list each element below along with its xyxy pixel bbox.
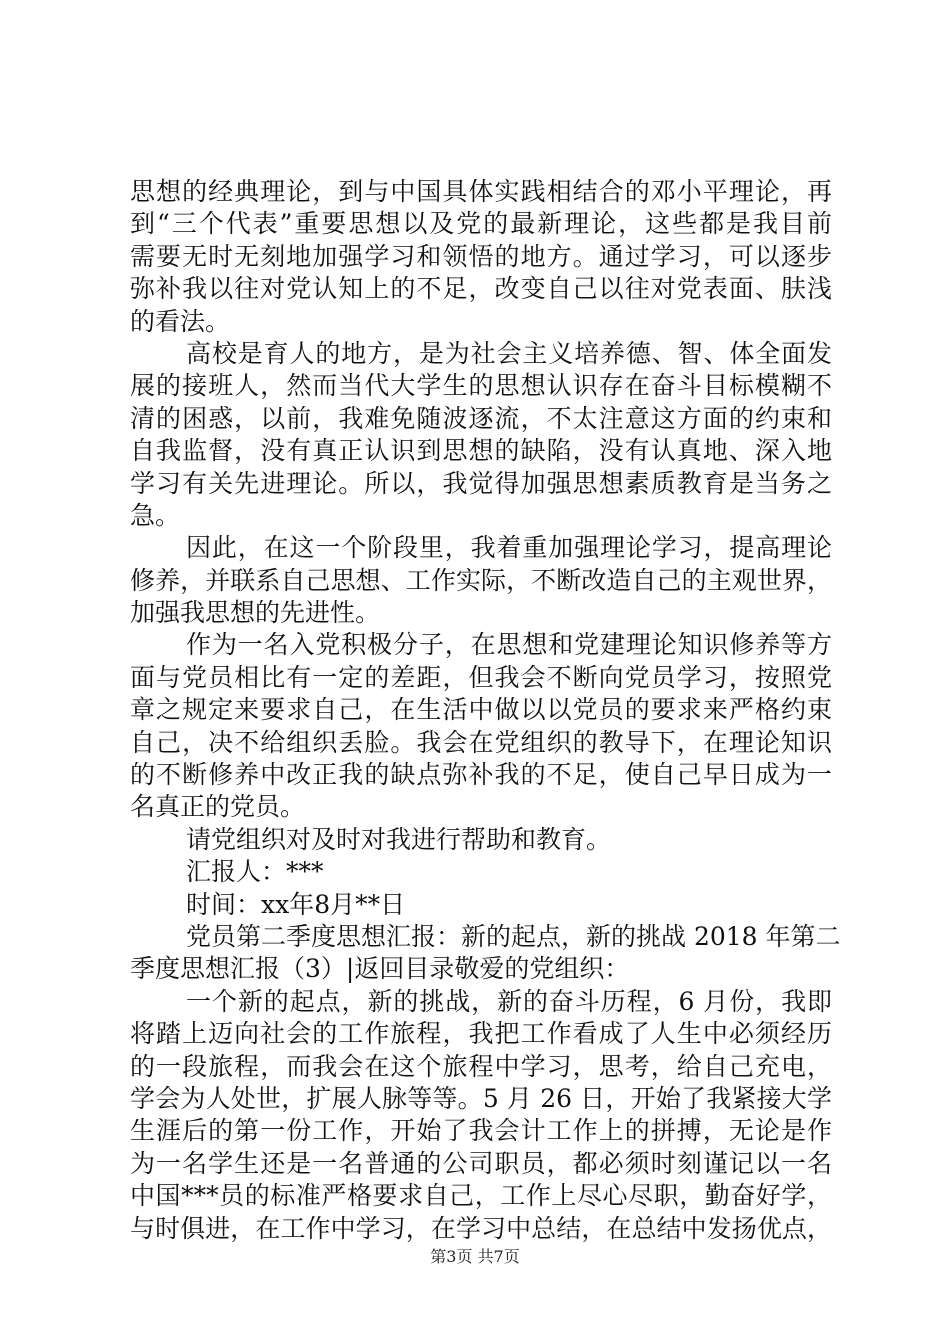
text-line: 到“三个代表”重要思想以及党的最新理论，这些都是我目前 bbox=[130, 209, 832, 239]
text-line: 自我监督，没有真正认识到思想的缺陷，没有认真地、深入地 bbox=[130, 436, 832, 466]
text-line: 学习有关先进理论。所以，我觉得加强思想素质教育是当务之 bbox=[130, 468, 832, 498]
text-line: 自己，决不给组织丢脸。我会在党组织的教导下，在理论知识 bbox=[130, 727, 832, 757]
text-line: 汇报人：*** bbox=[186, 857, 324, 887]
text-line: 修养，并联系自己思想、工作实际，不断改造自己的主观世界， bbox=[130, 565, 832, 595]
text-line: 的看法。 bbox=[130, 306, 231, 336]
text-line: 清的困惑，以前，我难免随波逐流，不太注意这方面的约束和 bbox=[130, 403, 832, 433]
text-line: 急。 bbox=[130, 500, 181, 530]
text-line: 季度思想汇报（3）|返回目录敬爱的党组织： bbox=[130, 954, 630, 984]
text-line: 时间：xx年8月**日 bbox=[186, 889, 406, 919]
text-line: 高校是育人的地方，是为社会主义培养德、智、体全面发 bbox=[186, 338, 832, 368]
document-body bbox=[130, 176, 841, 1245]
text-line: 的不断修养中改正我的缺点弥补我的不足，使自己早日成为一 bbox=[130, 760, 832, 790]
text-line: 名真正的党员。 bbox=[130, 792, 306, 822]
text-line: 展的接班人，然而当代大学生的思想认识存在奋斗目标模糊不 bbox=[130, 371, 832, 401]
text-line: 因此，在这一个阶段里，我着重加强理论学习，提高理论 bbox=[186, 533, 832, 563]
text-line: 面与党员相比有一定的差距，但我会不断向党员学习，按照党 bbox=[130, 662, 832, 692]
page-number-footer: 第3页 共7页 bbox=[430, 1247, 520, 1266]
text-line: 一个新的起点，新的挑战，新的奋斗历程，6 月份，我即 bbox=[186, 986, 832, 1016]
text-line: 思想的经典理论，到与中国具体实践相结合的邓小平理论，再 bbox=[130, 177, 832, 206]
text-line: 党员第二季度思想汇报：新的起点，新的挑战 2018 年第二 bbox=[186, 921, 841, 951]
text-line: 与时俱进，在工作中学习，在学习中总结，在总结中发扬优点， bbox=[130, 1213, 832, 1243]
text-line: 学会为人处世，扩展人脉等等。5 月 26 日，开始了我紧接大学 bbox=[130, 1083, 832, 1113]
text-line: 的一段旅程，而我会在这个旅程中学习，思考，给自己充电， bbox=[130, 1051, 832, 1081]
text-line: 中国***员的标准严格要求自己，工作上尽心尽职，勤奋好学， bbox=[130, 1181, 832, 1211]
text-line: 将踏上迈向社会的工作旅程，我把工作看成了人生中必须经历 bbox=[130, 1019, 832, 1049]
text-line: 为一名学生还是一名普通的公司职员，都必须时刻谨记以一名 bbox=[130, 1148, 832, 1178]
text-line: 生涯后的第一份工作，开始了我会计工作上的拼搏，无论是作 bbox=[130, 1116, 832, 1146]
text-line: 作为一名入党积极分子，在思想和党建理论知识修养等方 bbox=[186, 630, 832, 660]
text-line: 弥补我以往对党认知上的不足，改变自己以往对党表面、肤浅 bbox=[130, 274, 832, 304]
text-line: 加强我思想的先进性。 bbox=[130, 598, 381, 628]
text-line: 需要无时无刻地加强学习和领悟的地方。通过学习，可以逐步 bbox=[130, 241, 832, 271]
text-line: 请党组织对及时对我进行帮助和教育。 bbox=[186, 824, 612, 854]
text-line: 章之规定来要求自己，在生活中做以以党员的要求来严格约束 bbox=[130, 695, 832, 725]
